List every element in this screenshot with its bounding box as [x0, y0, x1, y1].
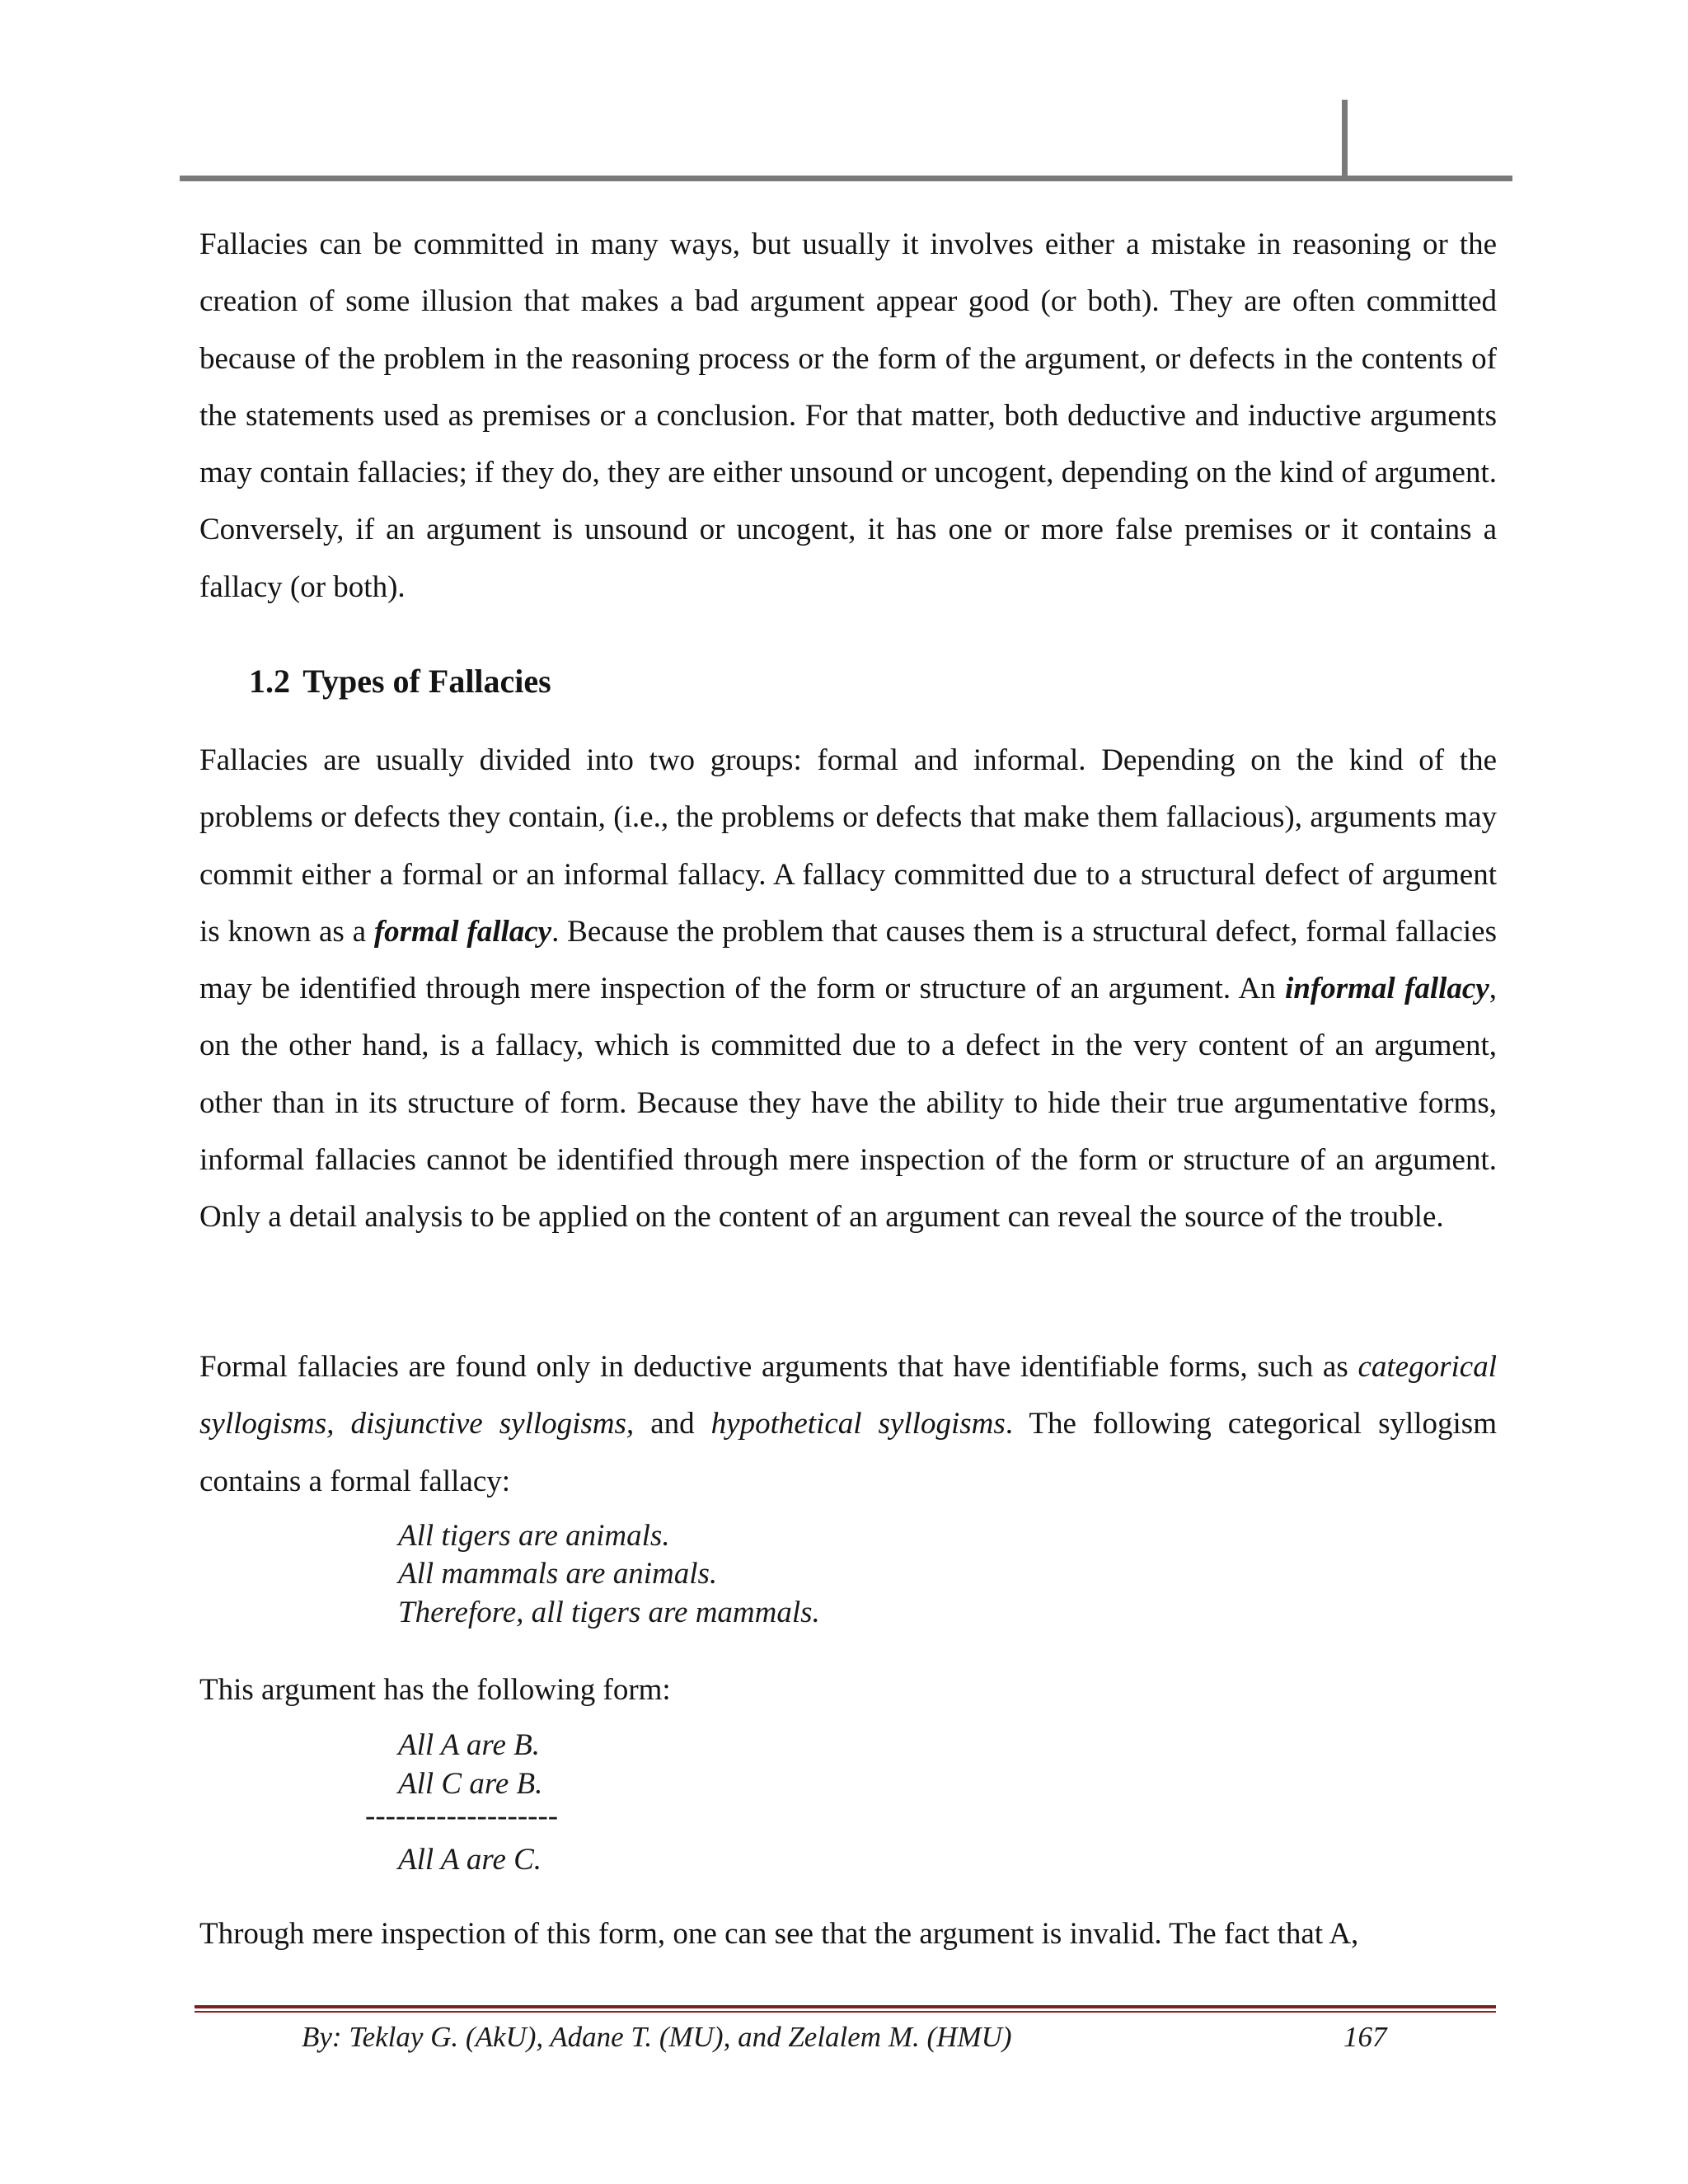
paragraph-fallacy-intro [199, 216, 1497, 616]
example-premise-1: All tigers are animals. [398, 1519, 670, 1553]
page-number: 167 [1343, 2021, 1387, 2053]
term-informal-fallacy: informal fallacy [1285, 972, 1489, 1006]
example-premise-2: All mammals are animals. [398, 1557, 718, 1591]
paragraph-text: This argument has the following form: [199, 1673, 671, 1707]
example-conclusion: Therefore, all tigers are mammals. [398, 1596, 820, 1629]
paragraph-text: Fallacies can be committed in many ways, but usually it involves either a mistake in reasoning or the creation of some illusion that makes a bad argument appear good (or both). They are often committed because of the problem in the reasoning process or the form of the argument, or defects in the contents of the statements used as premises or a conclusion. For that matter, both deductive and inductive arguments may contain fallacies; if they do, they are either unsound or uncogent, depending on the kind of argument. Conversely, if an argument is unsound or uncogent, it has one or more false premises or it contains a fallacy (or both). [199, 227, 1497, 604]
paragraph-text: . The following categorical syllogism contains a formal fallacy: [199, 1407, 1497, 1498]
paragraph-text: Formal fallacies are found only in deductive arguments that have identifiable forms, such as [199, 1350, 1358, 1384]
paragraph-text: . Because the problem that causes them is a structural defect, formal fallacies may be identified through mere inspection of the form or structure of an argument. An [199, 914, 1497, 1006]
form-premise-2: All C are B. [398, 1767, 543, 1801]
footer-rule-thick [195, 2005, 1496, 2008]
paragraph-text: and [634, 1407, 711, 1441]
syllogism-types: categorical syllogisms, disjunctive syllogisms, [199, 1350, 1497, 1441]
header-vertical-tick [1342, 100, 1348, 179]
section-title: Types of Fallacies [302, 663, 551, 700]
form-premise-1: All A are B. [398, 1728, 540, 1762]
paragraph-text: Through mere inspection of this form, one can see that the argument is invalid. The fact that A, [199, 1917, 1359, 1951]
form-divider: ------------------- [365, 1799, 559, 1833]
paragraph-text: Fallacies are usually divided into two groups: formal and informal. Depending on the kind of the problems or defects they contain, (i.e., the problems or defects that make them fallacious), arguments may commit either a formal or an informal fallacy. A fallacy committed due to a structural defect of argument is known as a [199, 743, 1497, 949]
header-rule [180, 176, 1512, 181]
form-conclusion: All A are C. [398, 1843, 542, 1877]
paragraph-form-intro [199, 1661, 1497, 1718]
section-number: 1.2 [249, 663, 290, 700]
paragraph-types-of-fallacies [199, 732, 1497, 1246]
footer-rule-thin [195, 2011, 1496, 2013]
paragraph-text: , on the other hand, is a fallacy, which is committed due to a defect in the very content of an argument, other than in its structure of form. Because they have the ability to hide their true argumentative forms, informal fallacies cannot be identified through mere inspection of the form or structure of an argument. Only a detail analysis to be applied on the content of an argument can reveal the source of the trouble. [199, 972, 1497, 1235]
term-formal-fallacy: formal fallacy [373, 914, 552, 949]
syllogism-type-hypothetical: hypothetical syllogisms [710, 1407, 1006, 1441]
paragraph-inspection [199, 1905, 1497, 1962]
section-heading [249, 662, 551, 701]
footer-credit: By: Teklay G. (AkU), Adane T. (MU), and Zelalem M. (HMU) [302, 2021, 1012, 2053]
paragraph-formal-fallacies [199, 1338, 1497, 1510]
